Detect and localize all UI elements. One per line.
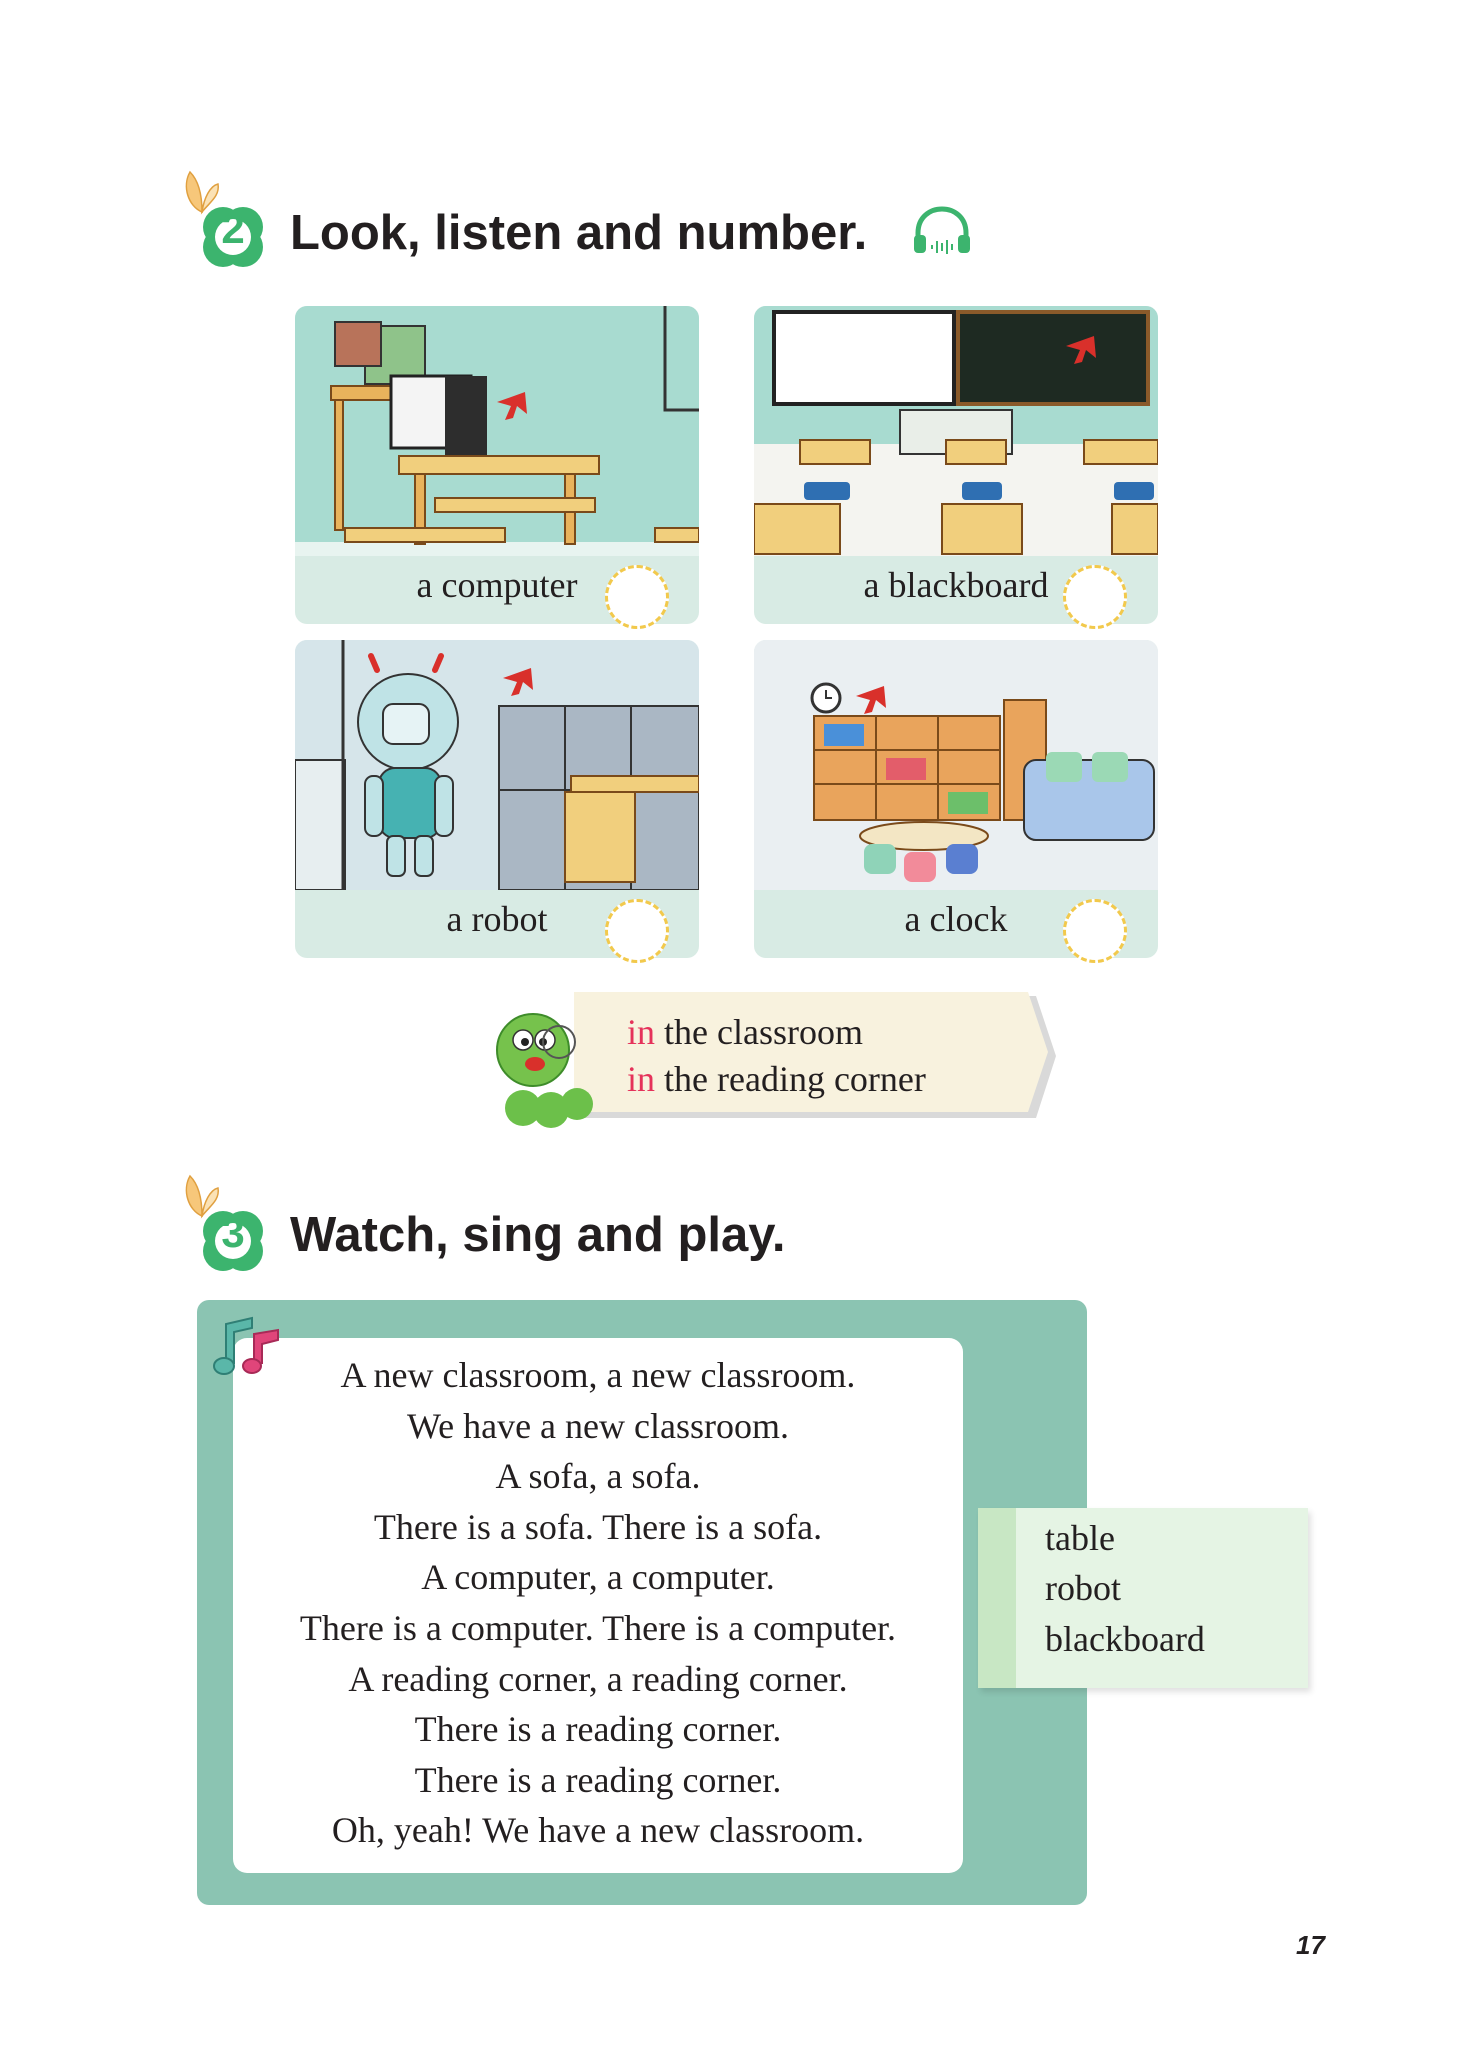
phrase-line bbox=[627, 1058, 926, 1100]
answer-circle[interactable] bbox=[605, 899, 669, 963]
card-caption: a robot bbox=[446, 899, 548, 939]
card-caption: a clock bbox=[904, 899, 1008, 939]
card-caption: a blackboard bbox=[863, 565, 1049, 605]
song-line: There is a sofa. There is a sofa. bbox=[373, 1506, 823, 1547]
song-line: There is a reading corner. bbox=[414, 1759, 782, 1800]
song-line: There is a computer. There is a computer. bbox=[299, 1607, 897, 1648]
phrase-line bbox=[627, 1011, 863, 1053]
phrase-keyword: in bbox=[627, 1012, 656, 1052]
song-line: There is a reading corner. bbox=[414, 1709, 782, 1750]
phrase-text: the reading corner bbox=[655, 1059, 926, 1099]
section-number: 2 bbox=[221, 205, 245, 252]
caterpillar-icon bbox=[493, 1008, 603, 1130]
page-number: 17 bbox=[1296, 1930, 1325, 1960]
word-item: blackboard bbox=[1045, 1619, 1205, 1659]
reading-corner-scene-image bbox=[754, 640, 1158, 890]
section-title: Watch, sing and play. bbox=[290, 1208, 786, 1262]
answer-circle[interactable] bbox=[1063, 899, 1127, 963]
answer-circle[interactable] bbox=[605, 565, 669, 629]
song-lyrics bbox=[233, 1350, 963, 1856]
song-line: A computer, a computer. bbox=[421, 1557, 775, 1598]
word-box bbox=[978, 1508, 1308, 1688]
headphones-icon[interactable] bbox=[910, 205, 974, 257]
phrase-keyword: in bbox=[627, 1059, 656, 1099]
card-caption: a computer bbox=[416, 565, 578, 605]
robot-scene-image bbox=[295, 640, 699, 890]
word-item: robot bbox=[1045, 1568, 1121, 1608]
answer-circle[interactable] bbox=[1063, 565, 1127, 629]
song-line: A sofa, a sofa. bbox=[495, 1456, 701, 1497]
song-line: A reading corner, a reading corner. bbox=[348, 1658, 848, 1699]
song-line: A new classroom, a new classroom. bbox=[340, 1355, 856, 1395]
song-line: We have a new classroom. bbox=[407, 1405, 789, 1446]
song-line: Oh, yeah! We have a new classroom. bbox=[331, 1810, 865, 1851]
section-number: 3 bbox=[221, 1209, 245, 1256]
computer-scene-image bbox=[295, 306, 699, 556]
section-title: Look, listen and number. bbox=[290, 206, 868, 260]
word-item: table bbox=[1045, 1518, 1115, 1558]
word-box-bar bbox=[978, 1508, 1016, 1688]
phrase-text: the classroom bbox=[655, 1012, 863, 1052]
blackboard-scene-image bbox=[754, 306, 1158, 556]
